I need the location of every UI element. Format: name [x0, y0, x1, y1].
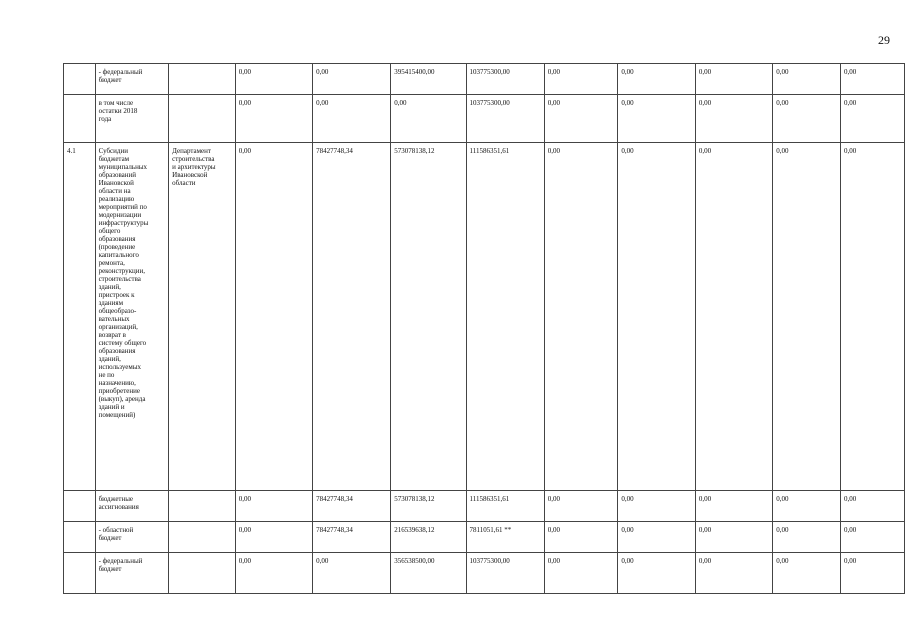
item-name-cell: бюджетные ассигнования [95, 491, 169, 522]
value-cell: 0,00 [695, 491, 772, 522]
value-cell: 0,00 [773, 95, 841, 143]
value-cell: 216539638,12 [391, 522, 466, 553]
value-cell: 0,00 [544, 491, 618, 522]
value-cell: 78427748,34 [313, 491, 391, 522]
row-number-cell: 4.1 [64, 143, 96, 491]
value-cell: 0,00 [841, 491, 905, 522]
value-cell: 0,00 [235, 522, 312, 553]
item-name-cell: - федеральный бюджет [95, 553, 169, 594]
item-name-cell: Субсидии бюджетам муниципальных образований Ивановской области на реализацию мероприятий по модернизации инфраструктуры общего образования (проведение капитального ремонта, реконструкции, строительства зданий, пристроек к зданиям общеобразо- вательных организаций, возврат в систему общего образования зданий, используемых не по назначению, приобретение (выкуп), аренда зданий и помещений) [95, 143, 169, 491]
value-cell: 0,00 [618, 491, 695, 522]
row-number-cell [64, 64, 96, 95]
value-cell: 103775300,00 [466, 95, 544, 143]
value-cell: 0,00 [773, 64, 841, 95]
value-cell: 0,00 [773, 522, 841, 553]
value-cell: 0,00 [841, 64, 905, 95]
value-cell: 78427748,34 [313, 522, 391, 553]
value-cell: 0,00 [773, 491, 841, 522]
value-cell: 0,00 [544, 95, 618, 143]
value-cell: 0,00 [618, 553, 695, 594]
executor-cell [169, 64, 236, 95]
value-cell: 0,00 [235, 491, 312, 522]
table-row [64, 553, 905, 594]
table-row [64, 64, 905, 95]
value-cell: 0,00 [544, 143, 618, 491]
value-cell: 0,00 [618, 143, 695, 491]
item-name-cell: в том числе остатки 2018 года [95, 95, 169, 143]
value-cell: 0,00 [773, 143, 841, 491]
value-cell: 0,00 [235, 64, 312, 95]
value-cell: 0,00 [841, 553, 905, 594]
value-cell: 0,00 [544, 522, 618, 553]
table-row [64, 491, 905, 522]
executor-cell [169, 95, 236, 143]
executor-cell [169, 491, 236, 522]
table-row [64, 143, 905, 491]
executor-cell: Департамент строительства и архитектуры Ивановской области [169, 143, 236, 491]
row-number-cell [64, 491, 96, 522]
value-cell: 356538500,00 [391, 553, 466, 594]
value-cell: 0,00 [695, 553, 772, 594]
value-cell: 0,00 [695, 95, 772, 143]
value-cell: 395415400,00 [391, 64, 466, 95]
value-cell: 78427748,34 [313, 143, 391, 491]
value-cell: 0,00 [391, 95, 466, 143]
item-name-cell: - федеральный бюджет [95, 64, 169, 95]
value-cell: 0,00 [618, 64, 695, 95]
value-cell: 0,00 [544, 64, 618, 95]
executor-cell [169, 553, 236, 594]
value-cell: 0,00 [235, 143, 312, 491]
value-cell: 7811051,61 ** [466, 522, 544, 553]
value-cell: 0,00 [695, 64, 772, 95]
value-cell: 0,00 [235, 95, 312, 143]
value-cell: 0,00 [695, 143, 772, 491]
value-cell: 111586351,61 [466, 143, 544, 491]
value-cell: 0,00 [313, 64, 391, 95]
value-cell: 0,00 [773, 553, 841, 594]
row-number-cell [64, 553, 96, 594]
value-cell: 0,00 [544, 553, 618, 594]
item-name-cell: - областной бюджет [95, 522, 169, 553]
value-cell: 103775300,00 [466, 64, 544, 95]
value-cell: 0,00 [695, 522, 772, 553]
value-cell: 573078138,12 [391, 491, 466, 522]
row-number-cell [64, 95, 96, 143]
value-cell: 103775300,00 [466, 553, 544, 594]
value-cell: 0,00 [618, 95, 695, 143]
executor-cell [169, 522, 236, 553]
value-cell: 0,00 [313, 553, 391, 594]
budget-table [63, 63, 905, 594]
value-cell: 0,00 [841, 95, 905, 143]
value-cell: 111586351,61 [466, 491, 544, 522]
value-cell: 0,00 [841, 143, 905, 491]
value-cell: 0,00 [235, 553, 312, 594]
table-row [64, 522, 905, 553]
row-number-cell [64, 522, 96, 553]
table-row [64, 95, 905, 143]
value-cell: 0,00 [841, 522, 905, 553]
page-number: 29 [878, 33, 890, 47]
value-cell: 0,00 [313, 95, 391, 143]
value-cell: 573078138,12 [391, 143, 466, 491]
value-cell: 0,00 [618, 522, 695, 553]
